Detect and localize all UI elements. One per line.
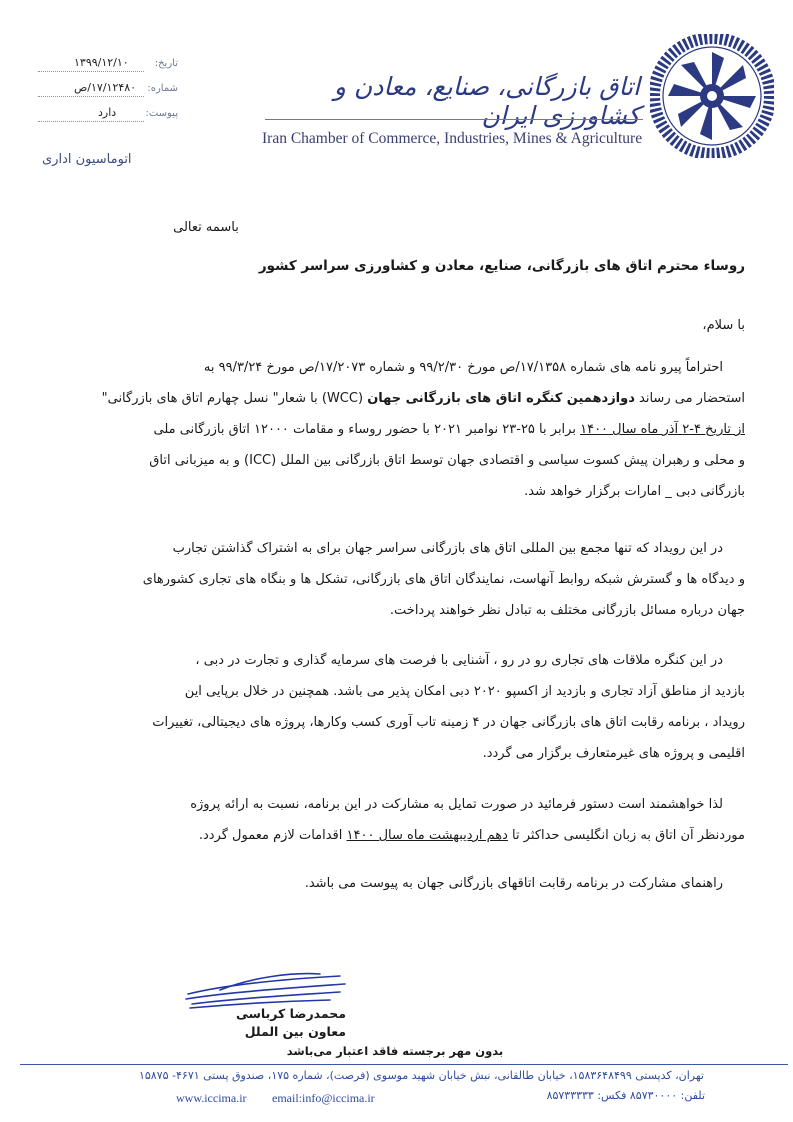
p1-line-1: احتراماً پیرو نامه های شماره ۱۷/۱۳۵۸/ص مورخ ۹۹/۲/۳۰ و شماره ۱۷/۲۰۷۳/ص مورخ ۹۹/۳/۲۴ به: [203, 360, 723, 375]
footer-phone-fax: تلفن: ۸۵۷۳۰۰۰۰ فکس: ۸۵۷۳۳۳۳۳: [546, 1089, 705, 1102]
brand-divider: [265, 119, 643, 120]
footer-email[interactable]: email:info@iccima.ir: [272, 1091, 375, 1105]
p4-line-2c: اقدامات لازم معمول گردد.: [198, 828, 343, 843]
number-value: ۱۷/۱۲۴۸۰/ص: [74, 81, 137, 94]
attachment-value: دارد: [98, 106, 117, 119]
attachment-row: [38, 106, 188, 131]
paragraph-5: [45, 868, 745, 899]
p4-line-1: لذا خواهشمند است دستور فرمائید در صورت تمایل به مشارکت در این برنامه، نسبت به ارائه پروژه: [190, 797, 723, 812]
addressee: روساء محترم اتاق های بازرگانی، صنایع، معادن و کشاورزی سراسر کشور: [258, 258, 745, 274]
p2-line-3: جهان درباره مسائل بازرگانی مختلف به تبادل نظر خواهند پرداخت.: [389, 603, 745, 618]
p3-line-3: رویداد ، برنامه رقابت اتاق های بازرگانی جهان در ۴ زمینه تاب آوری کسب وکارها، پروژه های دیجیتالی، تغییرات: [152, 715, 745, 730]
p1-line-3b: برابر با ۲۵-۲۳ نوامبر ۲۰۲۱ با حضور روساء و مقامات ۱۲۰۰۰ اتاق بازرگانی ملی: [153, 422, 576, 437]
p4-line-2a: موردنظر آن اتاق به زبان انگلیسی حداکثر تا: [512, 828, 745, 843]
brand-name-fa: اتاق بازرگانی، صنایع، معادن و کشاورزی ایران: [333, 72, 640, 130]
number-label: شماره:: [147, 83, 178, 94]
number-line: [38, 96, 144, 97]
paragraph-3: [45, 645, 745, 769]
p2-line-1: در این رویداد که تنها مجمع بین المللی اتاق های بازرگانی سراسر جهان برای به اشتراک گذاشتن تجارب: [172, 541, 723, 556]
p2-line-2: و دیدگاه ها و گسترش شبکه روابط آنهاست، نمایندگان اتاق های بازرگانی، تشکل ها و بنگاه های تجاری کشورهای: [142, 572, 745, 587]
number-row: [38, 81, 188, 106]
date-value: ۱۳۹۹/۱۲/۱۰: [74, 56, 129, 69]
p1-line-4: و محلی و رهبران پیش کسوت سیاسی و اقتصادی جهان توسط اتاق بازرگانی بین الملل (ICC) و به میزبانی اتاق: [149, 453, 745, 468]
greeting: با سلام،: [702, 318, 745, 333]
stamp-validity-note: بدون مهر برجسته فاقد اعتبار می‌باشد: [286, 1044, 504, 1058]
p1-line-2a: استحضار می رساند: [639, 391, 745, 406]
date-label: تاریخ:: [154, 58, 178, 69]
p1-line-2: [45, 383, 745, 414]
p3-line-2: بازدید از مناطق آزاد تجاری و بازدید از اکسپو ۲۰۲۰ دبی امکان پذیر می باشد. همچنین در خلال برپایی این: [184, 684, 745, 699]
footer-address: تهران، کدپستی ۱۵۸۳۶۴۸۴۹۹، خیابان طالقانی، نبش خیابان شهید موسوی (فرصت)، شماره ۱۷۵، صندوق پستی ۴۶۷۱- ۱۵۸۷۵: [138, 1069, 704, 1082]
footer-divider: [20, 1064, 788, 1065]
paragraph-4: [45, 789, 745, 851]
p1-line-2c: (WCC) با شعار" نسل چهارم اتاق های بازرگانی": [101, 391, 364, 406]
brand-name-en: Iran Chamber of Commerce, Industries, Mines & Agriculture: [262, 130, 643, 147]
paragraph-2: [45, 533, 745, 626]
event-date-fa: از تاریخ ۴-۲ آذر ماه سال ۱۴۰۰: [580, 422, 745, 437]
attachment-label: پیوست:: [145, 108, 178, 119]
letter-meta: [38, 56, 188, 131]
signatory-title: معاون بین الملل: [244, 1024, 346, 1039]
deadline-date: دهم اردیبهشت ماه سال ۱۴۰۰: [346, 828, 508, 843]
paragraph-1: [45, 352, 745, 507]
date-row: [38, 56, 188, 81]
p1-line-5: بازرگانی دبی _ امارات برگزار خواهد شد.: [524, 484, 745, 499]
p3-line-4: اقلیمی و پروژه های غیرمتعارف برگزار می گردد.: [482, 746, 745, 761]
p3-line-1: در این کنگره ملاقات های تجاری رو در رو ، آشنایی با فرصت های سرمایه گذاری و تجارت در دبی ،: [195, 653, 723, 668]
automation-label: اتوماسیون اداری: [42, 152, 132, 167]
p1-line-3: [45, 414, 745, 445]
chamber-logo: [650, 34, 774, 158]
date-line: [38, 71, 144, 72]
attachment-line: [38, 121, 144, 122]
footer-website[interactable]: www.iccima.ir: [176, 1091, 247, 1105]
congress-name: دوازدهمین کنگره اتاق های بازرگانی جهان: [367, 391, 635, 406]
signatory-name: محمدرضا کرباسی: [235, 1006, 346, 1021]
p5-line-1: راهنمای مشارکت در برنامه رقابت اتاقهای بازرگانی جهان به پیوست می باشد.: [304, 876, 723, 891]
p4-line-2: [45, 820, 745, 851]
salutation: باسمه تعالی: [173, 220, 239, 235]
